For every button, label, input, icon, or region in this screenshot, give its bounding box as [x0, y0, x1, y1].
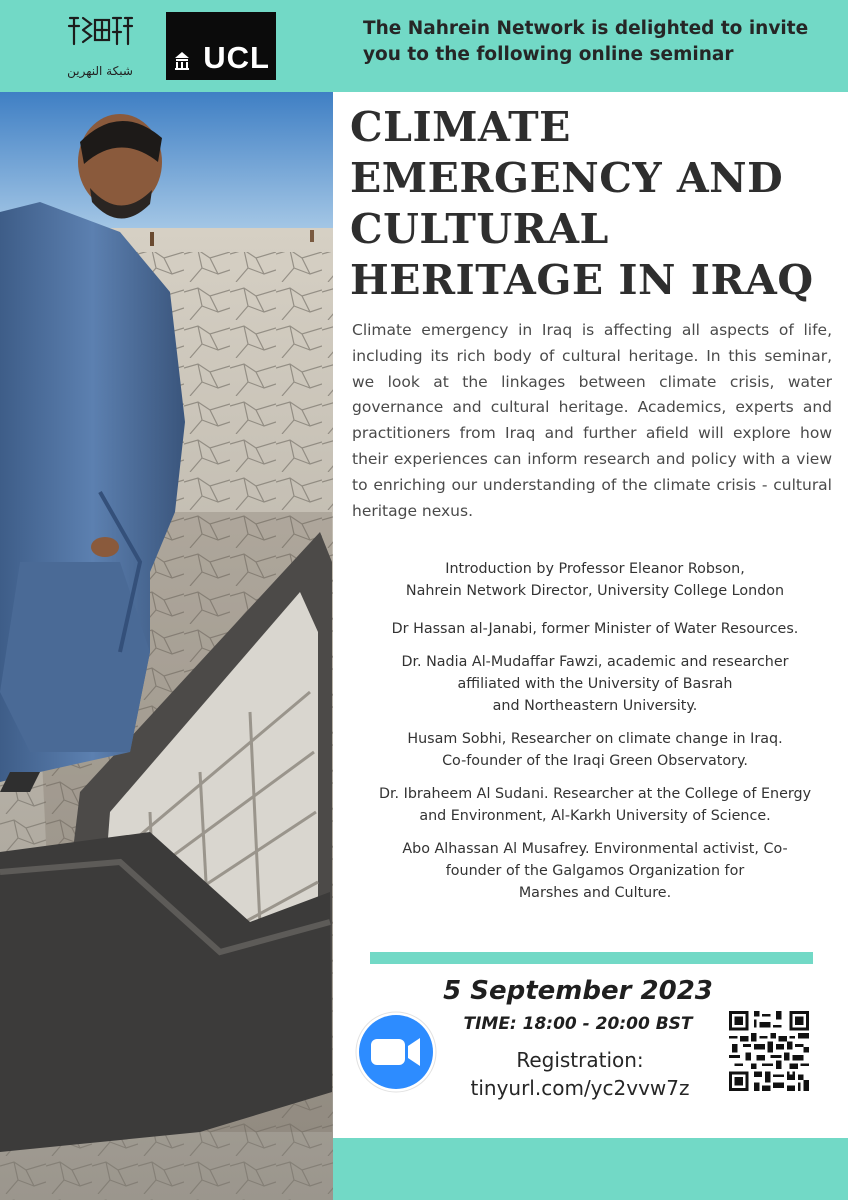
event-time: TIME: 18:00 - 20:00 BST [463, 1014, 693, 1034]
speaker-item: Husam Sobhi, Researcher on climate change in Iraq. Co-founder of the Iraqi Green Observatory. [407, 731, 783, 769]
header-band [0, 0, 848, 92]
speaker-intro: Introduction by Professor Eleanor Robson, Nahrein Network Director, University College London [405, 561, 785, 599]
seminar-title: CLIMATE EMERGENCY AND CULTURAL HERITAGE IN IRAQ [350, 103, 814, 304]
speaker-list [352, 558, 838, 915]
seminar-description: Climate emergency in Iraq is affecting all aspects of life, including its rich body of cultural heritage. In this seminar, we look at the linkages between climate crisis, water governance and cultural heritage. Academics, experts and practitioners from Iraq and further afield will explore how their experiences can inform research and policy with a view to enriching our understanding of the climate crisis - cultural heritage nexus. [352, 321, 832, 520]
invite-text: The Nahrein Network is delighted to invite you to the following online seminar [363, 18, 809, 65]
zoom-icon [354, 1010, 438, 1094]
registration-link[interactable]: tinyurl.com/yc2vvw7z [470, 1076, 690, 1100]
footer-band [333, 1138, 848, 1200]
ucl-wordmark: UCL [203, 40, 270, 75]
speaker-item: Dr. Nadia Al-Mudaffar Fawzi, academic and researcher affiliated with the University of Basrah and Northeastern University. [401, 654, 789, 714]
nahrein-arabic-name: شبكة النهرين [67, 64, 133, 78]
speaker-item: Dr Hassan al-Janabi, former Minister of Water Resources. [391, 621, 799, 637]
registration-label: Registration: [516, 1048, 644, 1072]
ucl-portico-icon [174, 52, 190, 70]
nahrein-cuneiform-icon [66, 14, 134, 48]
ucl-logo [166, 12, 276, 80]
event-date: 5 September 2023 [443, 976, 713, 1006]
registration-block [448, 1046, 712, 1102]
hero-photo [0, 92, 333, 1200]
speaker-item: Dr. Ibraheem Al Sudani. Researcher at the College of Energy and Environment, Al-Karkh University of Science. [378, 786, 812, 824]
section-divider [370, 952, 813, 964]
nahrein-network-logo [60, 14, 140, 84]
speaker-item: Abo Alhassan Al Musafrey. Environmental activist, Co- founder of the Galgamos Organization for Marshes and Culture. [402, 841, 788, 901]
qr-code[interactable] [729, 1011, 809, 1091]
man-beside-boat-on-dry-riverbed-image [0, 92, 333, 1200]
